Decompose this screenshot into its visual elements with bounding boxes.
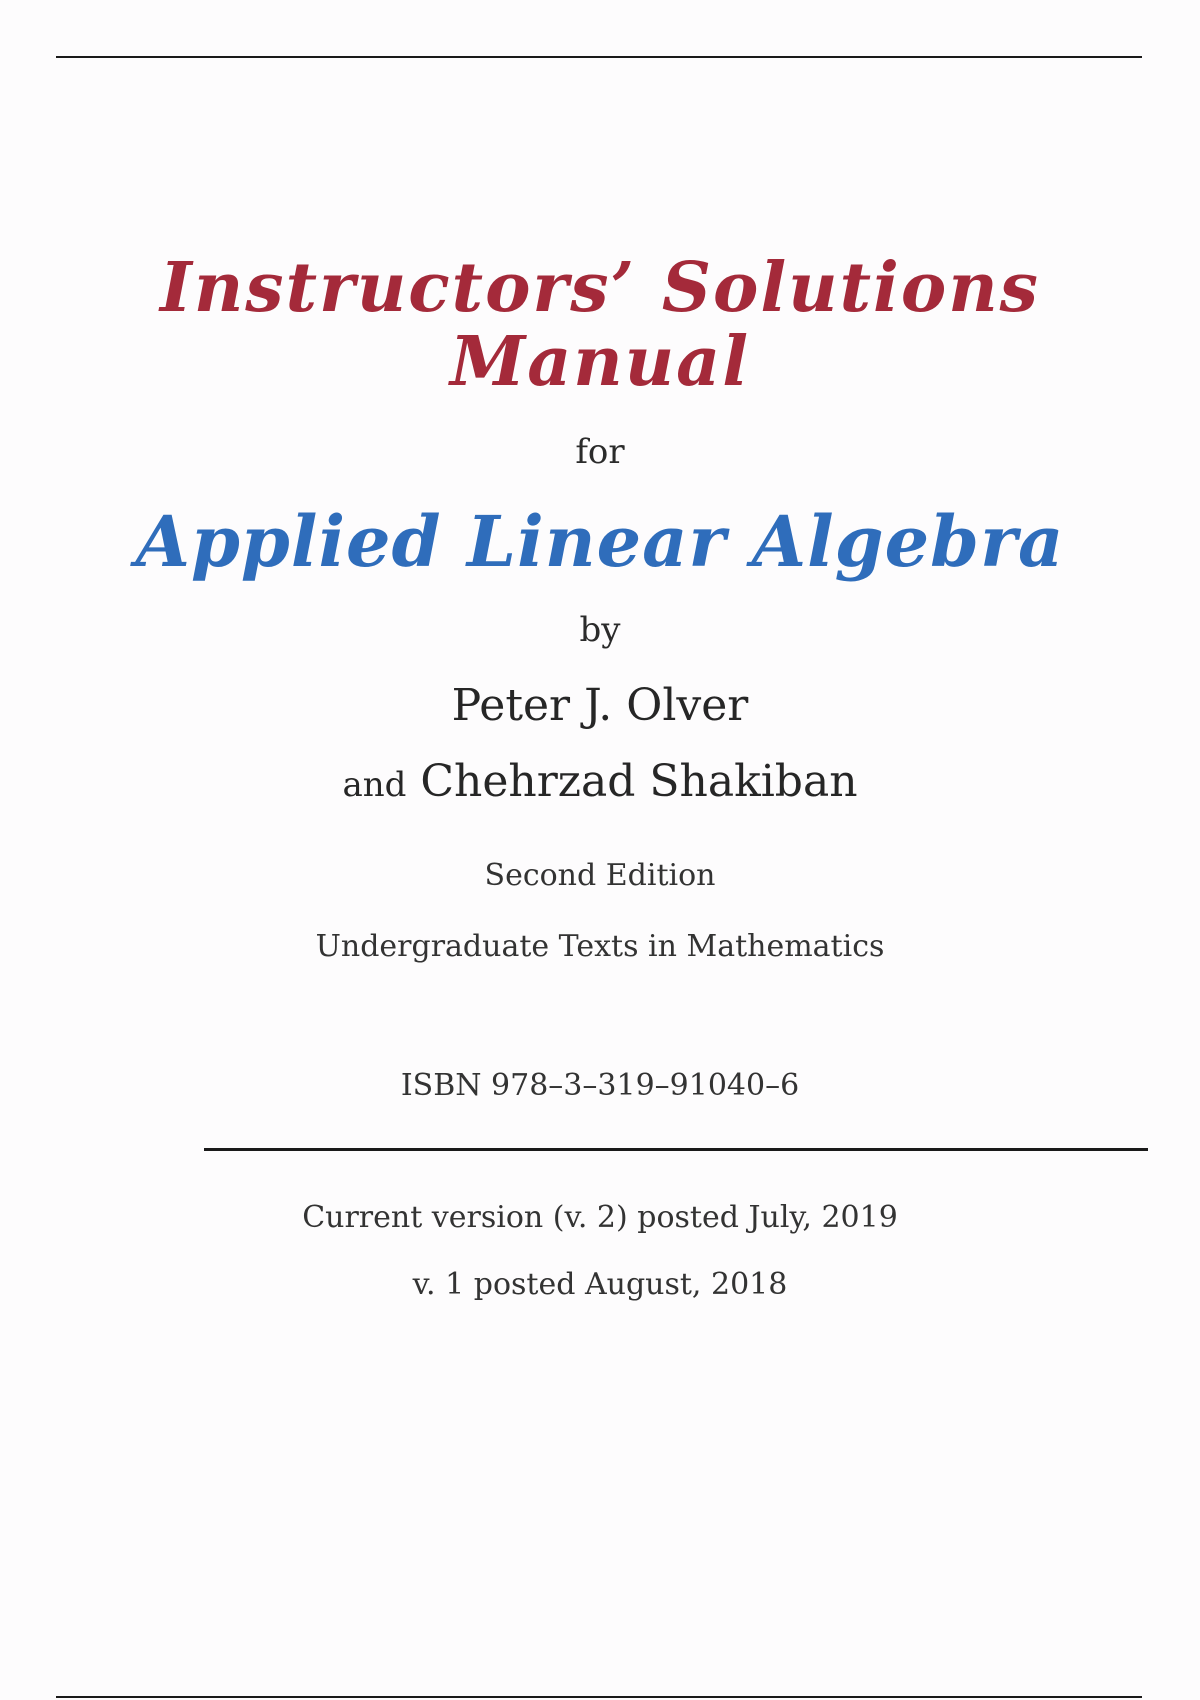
previous-version-note: v. 1 posted August, 2018 (412, 1267, 788, 1302)
middle-rule (204, 1148, 1148, 1151)
author-secondary: Chehrzad Shakiban (420, 756, 858, 807)
edition-label: Second Edition (484, 858, 716, 893)
author-primary: Peter J. Olver (451, 680, 749, 731)
by-word: by (579, 610, 621, 650)
author-secondary-line (0, 756, 1200, 807)
and-word: and (342, 765, 407, 805)
isbn: ISBN 978–3–319–91040–6 (400, 1068, 800, 1103)
manual-title-line-1: Instructors’ Solutions (160, 248, 1040, 328)
series-name: Undergraduate Texts in Mathematics (315, 929, 885, 964)
current-version-note: Current version (v. 2) posted July, 2019 (302, 1200, 898, 1235)
bottom-rule (56, 1696, 1142, 1698)
for-word: for (575, 432, 625, 472)
top-rule (56, 56, 1142, 58)
book-title: Applied Linear Algebra (135, 500, 1065, 583)
manual-title-line-2: Manual (449, 322, 751, 402)
